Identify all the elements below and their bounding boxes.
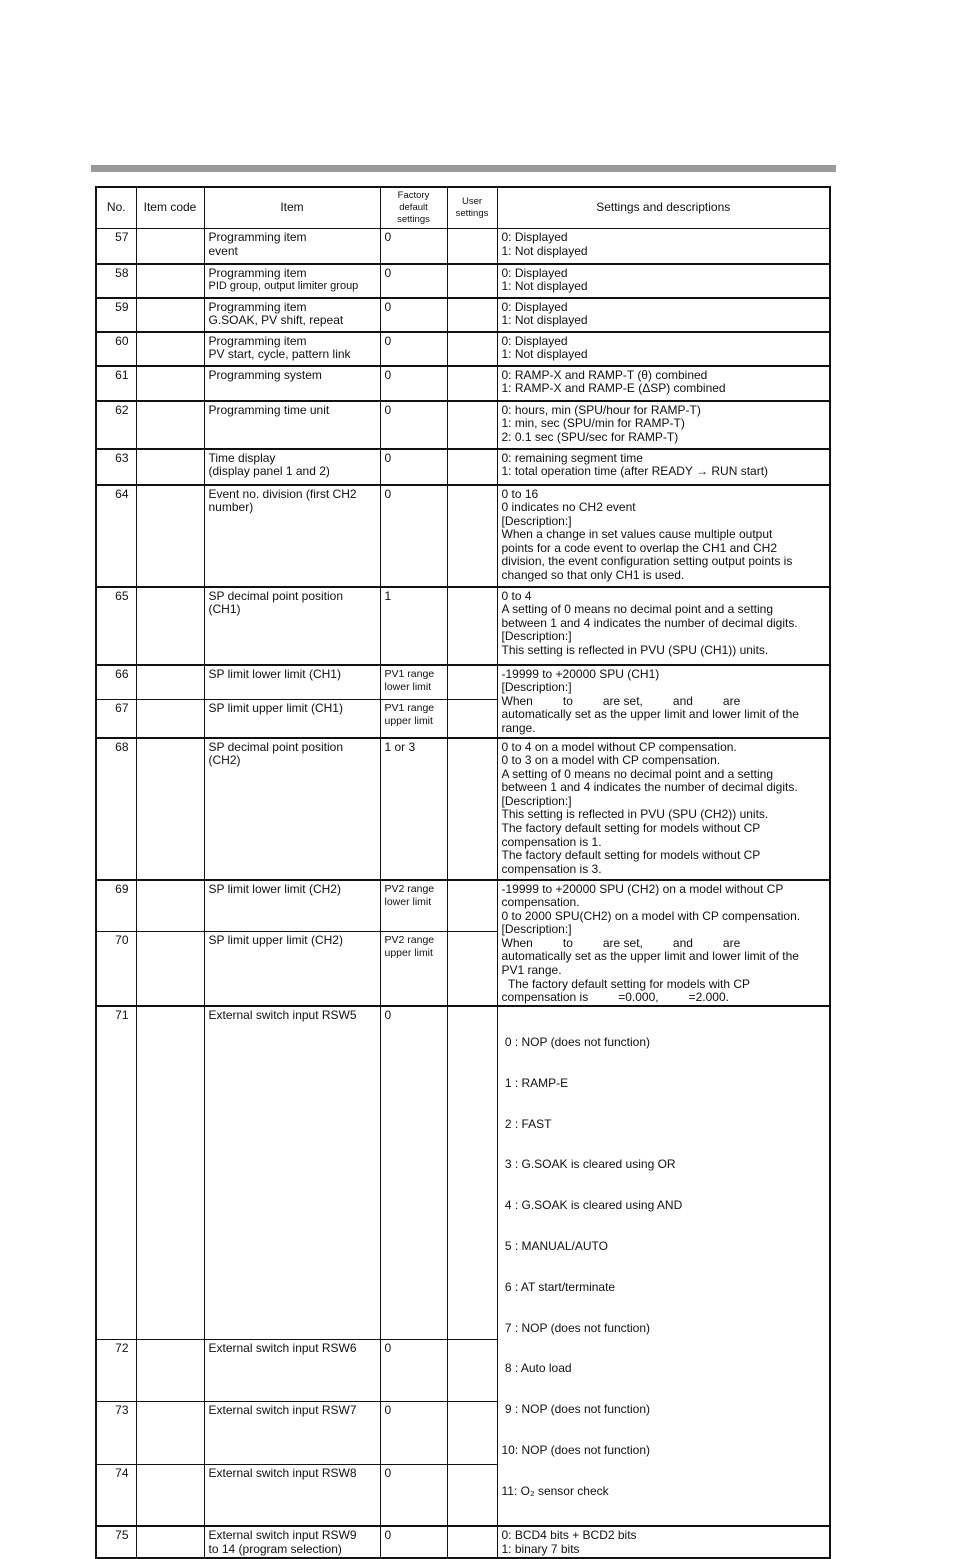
table-row (96, 1526, 830, 1557)
item-code-cell (136, 1464, 204, 1526)
setting-line: 11: O₂ sensor check (501, 1483, 609, 1498)
settings-cell (497, 366, 830, 401)
setting-line: 0 indicates no CH2 event (501, 500, 636, 515)
setting-line: 1: Not displayed (501, 313, 588, 328)
row-no: 69 (96, 880, 136, 932)
setting-line: When to are set, and are (501, 935, 741, 950)
factory-default-cell: 0 (380, 366, 447, 401)
item-code-cell (136, 485, 204, 587)
setting-line: This setting is reflected in PVU (SPU (CH1)) units. (501, 642, 769, 657)
user-settings-cell (447, 587, 497, 665)
item-cell (204, 1006, 380, 1340)
setting-line: The factory default setting for models with CP (501, 976, 751, 991)
item-line: SP limit lower limit (CH2) (208, 881, 341, 896)
setting-line: [Description:] (501, 922, 572, 937)
setting-line: 0: Displayed (501, 333, 568, 348)
item-cell (204, 401, 380, 449)
row-no: 58 (96, 264, 136, 298)
factory-default-cell: 0 (380, 332, 447, 366)
item-line: (display panel 1 and 2) (208, 464, 330, 479)
item-line: Programming item (208, 230, 307, 244)
item-line: number) (208, 500, 254, 515)
item-cell (204, 1339, 380, 1401)
item-code-cell (136, 700, 204, 738)
item-cell (204, 298, 380, 332)
table-row (96, 264, 830, 298)
item-cell (204, 264, 380, 298)
row-no: 68 (96, 738, 136, 880)
settings-cell (497, 880, 830, 1006)
setting-line: 2: 0.1 sec (SPU/sec for RAMP-T) (501, 429, 679, 444)
setting-line: 1: min, sec (SPU/min for RAMP-T) (501, 416, 685, 431)
row-no: 67 (96, 700, 136, 738)
setting-line: 1: Not displayed (501, 243, 588, 258)
setting-line: 0: Displayed (501, 230, 568, 244)
setting-line: The factory default setting for models without CP (501, 848, 761, 863)
user-settings-cell (447, 1526, 497, 1557)
user-settings-cell (447, 264, 497, 298)
user-settings-cell (447, 401, 497, 449)
user-settings-cell (447, 332, 497, 366)
settings-cell (497, 332, 830, 366)
row-no: 64 (96, 485, 136, 587)
table-row (96, 401, 830, 449)
item-line: SP limit lower limit (CH1) (208, 666, 341, 681)
table-row (96, 738, 830, 880)
user-settings-cell (447, 485, 497, 587)
item-code-cell (136, 229, 204, 264)
settings-cell (497, 665, 830, 738)
default-line: upper limit (384, 946, 433, 959)
item-line: PV start, cycle, pattern link (208, 347, 351, 362)
table-row (96, 485, 830, 587)
setting-line: When to are set, and are (501, 693, 741, 708)
item-line: SP decimal point position (208, 739, 344, 754)
item-code-cell (136, 1339, 204, 1401)
setting-line: compensation. (501, 895, 580, 910)
table-row (96, 665, 830, 700)
item-code-cell (136, 931, 204, 1006)
settings-cell (497, 587, 830, 665)
item-line: External switch input RSW7 (208, 1403, 357, 1418)
default-line: lower limit (384, 680, 432, 693)
default-line: PV2 range (384, 933, 435, 946)
setting-line: points for a code event to overlap the CH1 and CH2 (501, 540, 777, 555)
setting-line: compensation is 3. (501, 861, 602, 876)
item-code-cell (136, 366, 204, 401)
user-settings-cell (447, 449, 497, 485)
setting-line: [Description:] (501, 629, 572, 644)
header-row (96, 187, 830, 229)
default-line: lower limit (384, 895, 432, 908)
setting-line: changed so that only CH1 is used. (501, 568, 685, 583)
setting-line: between 1 and 4 indicates the number of decimal digits. (501, 780, 798, 795)
default-line: PV1 range (384, 667, 435, 680)
table-row (96, 298, 830, 332)
factory-default-cell: 0 (380, 485, 447, 587)
row-no: 66 (96, 665, 136, 700)
row-no: 57 (96, 229, 136, 264)
item-cell (204, 738, 380, 880)
setting-line: 1: binary 7 bits (501, 1542, 580, 1556)
item-line: External switch input RSW9 (208, 1528, 357, 1543)
settings-cell (497, 1006, 830, 1527)
factory-default-cell: 0 (380, 1339, 447, 1401)
item-cell (204, 665, 380, 700)
setting-line: -19999 to +20000 SPU (CH1) (501, 666, 660, 681)
item-line: Event no. division (first CH2 (208, 486, 357, 501)
item-code-cell (136, 587, 204, 665)
setting-line: The factory default setting for models without CP (501, 821, 761, 836)
item-cell (204, 1526, 380, 1557)
user-settings-cell (447, 298, 497, 332)
item-cell (204, 880, 380, 932)
item-line: PID group, output limiter group (208, 280, 359, 293)
item-cell (204, 700, 380, 738)
setting-line: 1: total operation time (after READY → RUN start) (501, 464, 769, 479)
item-cell (204, 229, 380, 264)
setting-line: 3 : G.SOAK is cleared using OR (501, 1157, 676, 1172)
item-code-cell (136, 264, 204, 298)
user-settings-cell (447, 665, 497, 700)
setting-line: 1 : RAMP-E (501, 1075, 569, 1090)
row-no: 63 (96, 449, 136, 485)
user-settings-cell (447, 1402, 497, 1464)
item-line: (CH1) (208, 602, 241, 617)
factory-default-cell: 0 (380, 229, 447, 264)
setting-line: range. (501, 720, 536, 735)
setting-line: 1: RAMP-X and RAMP-E (ΔSP) combined (501, 381, 726, 396)
header-user-settings: User settings (447, 187, 497, 229)
item-code-cell (136, 298, 204, 332)
user-settings-cell (447, 700, 497, 738)
factory-default-cell (380, 880, 447, 932)
row-no: 65 (96, 587, 136, 665)
factory-default-cell: 0 (380, 449, 447, 485)
user-settings-cell (447, 1006, 497, 1340)
factory-default-cell (380, 665, 447, 700)
setting-line: 0 : NOP (does not function) (501, 1035, 651, 1050)
row-no: 74 (96, 1464, 136, 1526)
item-line: Programming system (208, 367, 322, 382)
factory-default-cell: 0 (380, 298, 447, 332)
table-row (96, 449, 830, 485)
user-settings-cell (447, 366, 497, 401)
setting-line: 0: RAMP-X and RAMP-T (θ) combined (501, 367, 708, 382)
section-divider-bar (91, 165, 836, 172)
default-line: upper limit (384, 715, 433, 727)
setting-line: 1: Not displayed (501, 279, 588, 294)
item-line: Programming item (208, 299, 307, 314)
factory-default-cell: 1 or 3 (380, 738, 447, 880)
item-line: (CH2) (208, 753, 241, 768)
user-settings-cell (447, 931, 497, 1006)
setting-line: 1: Not displayed (501, 347, 588, 362)
setting-line: [Description:] (501, 680, 572, 695)
item-code-cell (136, 449, 204, 485)
setting-line: 0 to 4 on a model without CP compensation. (501, 739, 737, 754)
item-code-cell (136, 1526, 204, 1557)
setting-line: A setting of 0 means no decimal point and a setting (501, 602, 774, 617)
setting-line: 10: NOP (does not function) (501, 1442, 651, 1457)
header-settings: Settings and descriptions (497, 187, 830, 229)
row-no: 72 (96, 1339, 136, 1401)
table-row (96, 1006, 830, 1340)
item-code-cell (136, 1402, 204, 1464)
item-code-cell (136, 401, 204, 449)
item-cell (204, 485, 380, 587)
header-factory-default: Factory default settings (380, 187, 447, 229)
item-cell (204, 931, 380, 1006)
settings-cell (497, 485, 830, 587)
setting-line: 8 : Auto load (501, 1361, 572, 1376)
header-no: No. (96, 187, 136, 229)
item-cell (204, 332, 380, 366)
factory-default-cell: 0 (380, 1006, 447, 1340)
user-settings-cell (447, 229, 497, 264)
setting-line: A setting of 0 means no decimal point and a setting (501, 766, 774, 781)
user-settings-cell (447, 880, 497, 932)
header-item-code: Item code (136, 187, 204, 229)
factory-default-cell: 0 (380, 264, 447, 298)
setting-line: automatically set as the upper limit and lower limit of the (501, 949, 799, 964)
setting-line: 0 to 2000 SPU(CH2) on a model with CP compensation. (501, 908, 801, 923)
setting-line: 9 : NOP (does not function) (501, 1402, 651, 1417)
item-line: Programming item (208, 333, 307, 348)
user-settings-cell (447, 1464, 497, 1526)
setting-line: [Description:] (501, 793, 572, 808)
table-row (96, 880, 830, 932)
item-cell (204, 449, 380, 485)
setting-line: 0: remaining segment time (501, 450, 643, 465)
setting-line: compensation is =0.000, =2.000. (501, 990, 729, 1005)
setting-line: 0: Displayed (501, 265, 568, 280)
item-line: Programming time unit (208, 402, 330, 417)
item-code-cell (136, 665, 204, 700)
setting-line: 7 : NOP (does not function) (501, 1320, 651, 1335)
settings-cell (497, 298, 830, 332)
header-item: Item (204, 187, 380, 229)
item-line: to 14 (program selection) (208, 1542, 342, 1556)
setting-line: between 1 and 4 indicates the number of decimal digits. (501, 615, 798, 630)
factory-default-cell: 0 (380, 1402, 447, 1464)
setting-line: -19999 to +20000 SPU (CH2) on a model without CP (501, 881, 784, 896)
settings-cell (497, 229, 830, 264)
setting-line: 0: hours, min (SPU/hour for RAMP-T) (501, 402, 701, 417)
settings-cell (497, 738, 830, 880)
item-line: event (208, 243, 238, 258)
setting-line: When a change in set values cause multiple output (501, 527, 773, 542)
setting-line: compensation is 1. (501, 834, 602, 849)
item-line: Time display (208, 450, 276, 465)
setting-line: 2 : FAST (501, 1116, 552, 1131)
item-code-cell (136, 738, 204, 880)
setting-line: 0: BCD4 bits + BCD2 bits (501, 1528, 637, 1543)
table-row (96, 587, 830, 665)
item-line: External switch input RSW5 (208, 1007, 357, 1022)
table-row (96, 229, 830, 264)
setting-line: [Description:] (501, 513, 572, 528)
table-row (96, 332, 830, 366)
factory-default-cell (380, 700, 447, 738)
user-settings-cell (447, 738, 497, 880)
factory-default-cell (380, 931, 447, 1006)
item-line: External switch input RSW6 (208, 1340, 357, 1355)
item-line: SP limit upper limit (CH1) (208, 701, 343, 715)
row-no: 61 (96, 366, 136, 401)
item-code-cell (136, 1006, 204, 1340)
row-no: 59 (96, 298, 136, 332)
setting-line: 4 : G.SOAK is cleared using AND (501, 1198, 683, 1213)
item-cell (204, 1464, 380, 1526)
setting-line: 0 to 16 (501, 486, 539, 501)
settings-cell (497, 401, 830, 449)
default-line: PV1 range (384, 702, 435, 714)
setting-line: automatically set as the upper limit and lower limit of the (501, 707, 799, 722)
setting-line: division, the event configuration setting output points is (501, 554, 793, 569)
settings-cell (497, 449, 830, 485)
row-no: 73 (96, 1402, 136, 1464)
item-cell (204, 587, 380, 665)
row-no: 70 (96, 931, 136, 1006)
item-cell (204, 366, 380, 401)
item-line: Programming item (208, 265, 307, 280)
factory-default-cell: 1 (380, 587, 447, 665)
setting-line: 0 to 3 on a model with CP compensation. (501, 753, 721, 768)
row-no: 60 (96, 332, 136, 366)
factory-default-cell: 0 (380, 401, 447, 449)
setting-line: 5 : MANUAL/AUTO (501, 1238, 608, 1253)
setting-line: This setting is reflected in PVU (SPU (CH2)) units. (501, 807, 769, 822)
user-settings-cell (447, 1339, 497, 1401)
setting-line: PV1 range. (501, 963, 562, 978)
setting-line: 6 : AT start/terminate (501, 1279, 616, 1294)
table-row (96, 366, 830, 401)
factory-default-cell: 0 (380, 1526, 447, 1557)
factory-default-cell: 0 (380, 1464, 447, 1526)
item-code-cell (136, 880, 204, 932)
item-cell (204, 1402, 380, 1464)
setting-line: 0 to 4 (501, 588, 532, 603)
settings-cell (497, 1526, 830, 1557)
settings-cell (497, 264, 830, 298)
row-no: 75 (96, 1526, 136, 1557)
setting-line: 0: Displayed (501, 299, 568, 314)
row-no: 71 (96, 1006, 136, 1340)
settings-table (95, 186, 831, 1559)
row-no: 62 (96, 401, 136, 449)
item-line: SP limit upper limit (CH2) (208, 932, 343, 947)
item-line: SP decimal point position (208, 588, 344, 603)
item-code-cell (136, 332, 204, 366)
item-line: G.SOAK, PV shift, repeat (208, 313, 344, 328)
item-line: External switch input RSW8 (208, 1465, 357, 1480)
default-line: PV2 range (384, 882, 435, 895)
